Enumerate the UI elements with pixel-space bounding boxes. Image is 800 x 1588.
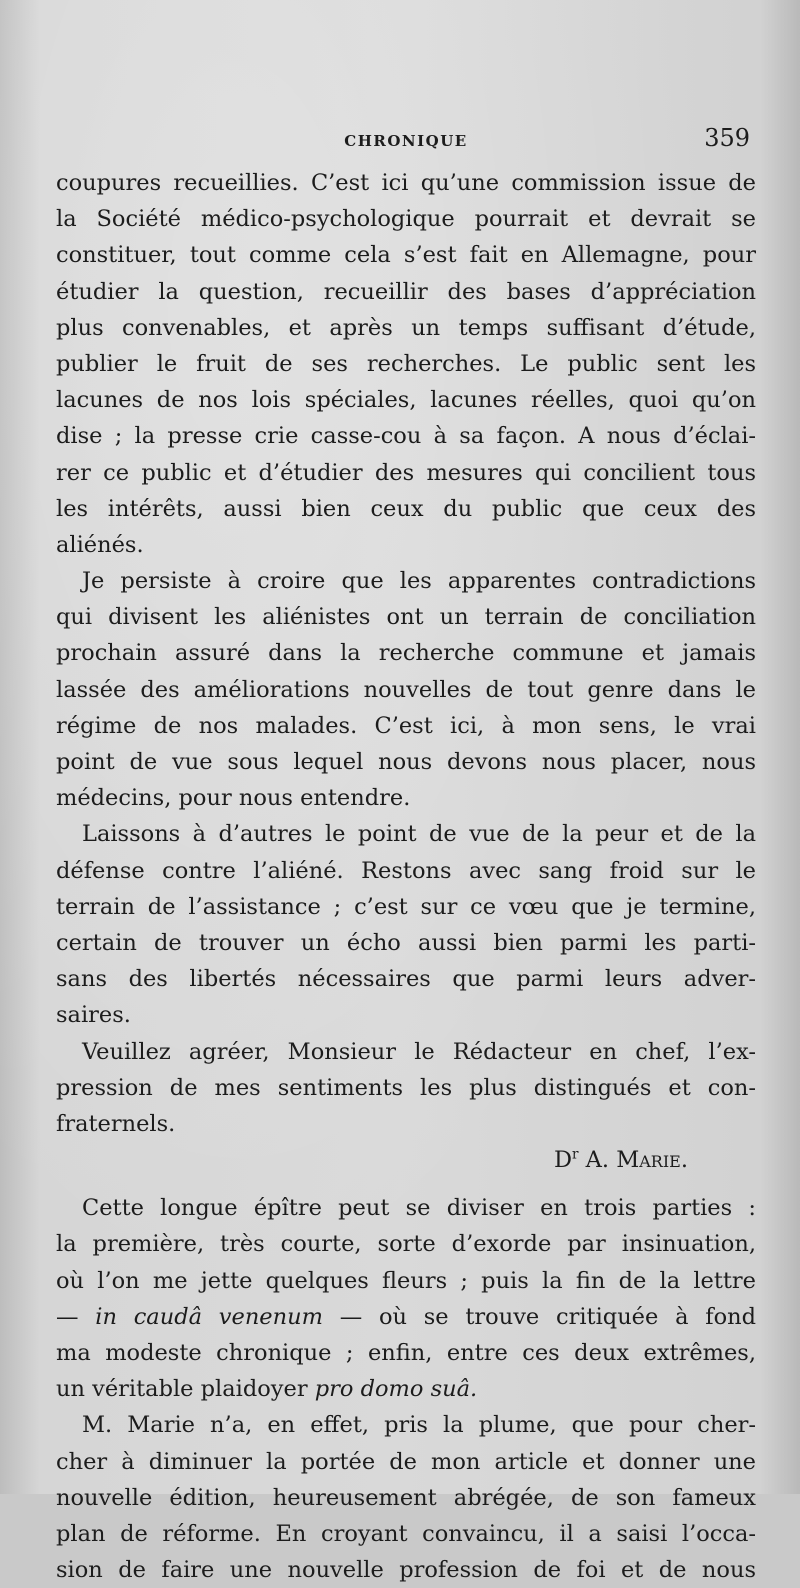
text-line: cher à diminuer la portée de mon article et donner une	[56, 1448, 756, 1475]
paragraph-assistance	[56, 816, 756, 1033]
text-line: fraternels.	[56, 1110, 176, 1137]
paragraph-reform	[56, 1407, 756, 1588]
paragraph-continuation	[56, 165, 756, 563]
text-line: sion de faire une nouvelle profession de foi et de nous	[56, 1557, 756, 1584]
text-line: coupures recueillies. C’est ici qu’une commission issue de	[56, 170, 756, 196]
text-line: régime de nos malades. C’est ici, à mon sens, le vrai	[56, 712, 756, 739]
section-spacer	[56, 1178, 756, 1190]
text-line: médecins, pour nous entendre.	[56, 785, 411, 812]
text-line: publier le fruit de ses recherches. Le public sent les	[56, 350, 756, 377]
text-line: saires.	[56, 1002, 131, 1029]
text-line	[56, 1299, 756, 1335]
page-header	[56, 124, 756, 158]
signature-name: A. Marie.	[585, 1147, 688, 1174]
running-title: CHRONIQUE	[344, 132, 468, 150]
body-text	[56, 165, 756, 1588]
text-line: lassée des améliorations nouvelles de tout genre dans le	[56, 676, 756, 703]
paragraph-commentary	[56, 1190, 756, 1407]
text-line: sans des libertés nécessaires que parmi leurs adver-	[56, 966, 756, 993]
text-segment: un véritable plaidoyer	[56, 1376, 315, 1403]
text-line: défense contre l’aliéné. Restons avec sang froid sur le	[56, 857, 756, 884]
text-line: plan de réforme. En croyant convaincu, il a saisi l’occa-	[56, 1520, 756, 1547]
text-line: pression de mes sentiments les plus distingués et con-	[56, 1074, 756, 1101]
text-line: qui divisent les aliénistes ont un terrain de conciliation	[56, 604, 756, 631]
text-line: Laissons à d’autres le point de vue de la peur et de la	[82, 821, 756, 848]
text-line: où l’on me jette quelques fleurs ; puis la fin de la lettre	[56, 1267, 756, 1294]
text-line: aliénés.	[56, 531, 144, 558]
latin-phrase: pro domo suâ.	[314, 1376, 478, 1403]
text-line: constituer, tout comme cela s’est fait en Allemagne, pour	[56, 242, 756, 269]
text-line: dise ; la presse crie casse-cou à sa façon. A nous d’éclai-	[56, 423, 756, 450]
signature-title: D	[553, 1147, 573, 1174]
text-segment: — où se trouve critiquée à fond	[322, 1303, 756, 1330]
dash: —	[56, 1303, 96, 1330]
text-line: terrain de l’assistance ; c’est sur ce vœu que je termine,	[56, 893, 756, 920]
page-number: 359	[704, 124, 750, 152]
signature	[56, 1142, 756, 1178]
text-line: Cette longue épître peut se diviser en trois parties :	[82, 1195, 756, 1222]
signature-title-sup: r	[572, 1146, 579, 1163]
paragraph-conciliation	[56, 563, 756, 816]
text-line: point de vue sous lequel nous devons nous placer, nous	[56, 749, 756, 775]
paragraph-closing	[56, 1034, 756, 1143]
text-line: prochain assuré dans la recherche commune et jamais	[56, 640, 756, 667]
text-line	[56, 1371, 756, 1407]
text-line: ma modeste chronique ; enfin, entre ces deux extrêmes,	[56, 1340, 756, 1366]
text-line: M. Marie n’a, en effet, pris la plume, que pour cher-	[82, 1412, 756, 1439]
text-line: certain de trouver un écho aussi bien parmi les parti-	[56, 929, 756, 956]
text-line: la Société médico-psychologique pourrait et devrait se	[56, 206, 756, 233]
text-line: Veuillez agréer, Monsieur le Rédacteur en chef, l’ex-	[82, 1038, 756, 1065]
text-line: Je persiste à croire que les apparentes contradictions	[82, 568, 756, 595]
text-line: les intérêts, aussi bien ceux du public que ceux des	[56, 495, 756, 522]
text-line: nouvelle édition, heureusement abrégée, de son fameux	[56, 1484, 756, 1511]
text-line: rer ce public et d’étudier des mesures qui concilient tous	[56, 459, 756, 486]
latin-phrase: in caudâ venenum	[95, 1303, 323, 1330]
text-line: la première, très courte, sorte d’exorde par insinuation,	[56, 1231, 756, 1258]
text-line: lacunes de nos lois spéciales, lacunes réelles, quoi qu’on	[56, 387, 756, 414]
text-line: plus convenables, et après un temps suffisant d’étude,	[56, 314, 756, 341]
text-line: étudier la question, recueillir des bases d’appréciation	[56, 278, 756, 305]
